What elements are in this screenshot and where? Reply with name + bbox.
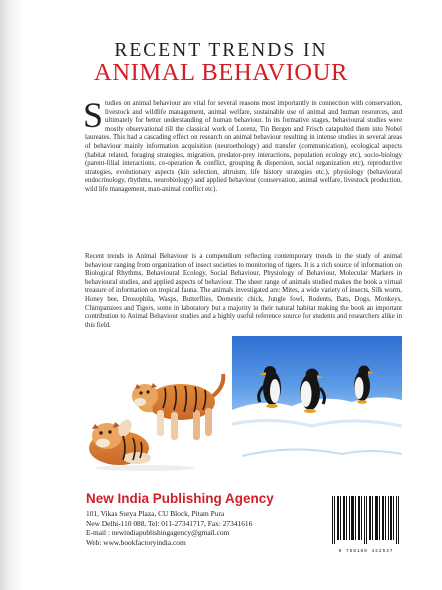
barcode-number: 9 788189 422547 (338, 549, 394, 554)
barcode (330, 494, 402, 546)
penguin-1 (259, 366, 281, 408)
barcode-bars (330, 494, 402, 546)
publisher-address-line-2: New Delhi-110 088, Tel: 011-27341717, Fax: 27341616 (86, 519, 253, 528)
blurb-paragraph-1 (83, 95, 402, 195)
title-line-1: RECENT TRENDS IN (114, 40, 328, 61)
drop-cap: S (83, 95, 104, 135)
publisher-name: New India Publishing Agency (86, 491, 274, 506)
penguins-on-ice-photo (232, 336, 402, 476)
publisher-web: Web: www.bookfactoryindia.com (86, 538, 186, 547)
title-line-2: ANIMAL BEHAVIOUR (94, 59, 348, 86)
blurb-paragraph-1-text: tudies on animal behaviour are vital for several reasons most importantly in connection with conservation, livestock and wildlife management, animal welfare, sustainable use of animal and human resources, and ultimately for better understanding of human behaviour. In its formative stages, behavioural studies were mostly observational till the classical work of Lorenz, Tin Bergen and Frisch catapulted them into Nobel laureates. This had a cascading effect on research on animal behaviour resulting in intense studies in several areas of behaviour mainly information acquisition (neuroethology) and transfer (communication), ecological aspects (habitat related, foraging strategies, migration, predator-prey interactions, population ecology etc), socio-biology (parent-filial interactions, co-operation & conflict, grouping & dispersion, social organization etc), reproductive strategies, evolutionary aspects (kin selection, altruism, life history strategies etc.), physiology (behavioural endocrinology, rhythms, neurobiology) and applied behaviour (conservation, animal welfare, livestock production, wild life management, man-animal conflict etc). (85, 100, 402, 193)
tiger-cubs-photo (85, 336, 231, 476)
tiger-cubs-illustration (85, 336, 231, 476)
blurb-paragraph-2: Recent trends in Animal Behaviour is a compendium reflecting contemporary trends in the study of animal behaviour ranging from organization of insect societies to monitoring of tigers. It is a rich source of information on Biological Rhythms, Behavioural Ecology, Social Behaviour, Physiology of Behaviour, Molecular Markers in behavioural studies, and applied aspects of behaviour. The sheer range of animals studied makes the book a virtual treasure of information on tropical fauna. The animals investigated are: Mites, a wide variety of insects, Silk worm, Honey bee, Drosophila, Wasps, Butterflies, Domestic chick, Jungle fowl, Rodents, Bats, Dogs, Monkeys, Chimpanzees and Tigers, some in laboratory but a majority in their natural habitat making the book an important contribution to Animal Behaviour studies and a highly useful reference source for students and researchers alike in this field. (85, 253, 402, 329)
penguins-illustration (232, 336, 402, 476)
publisher-email: E-mail : newindiapublishingagency@gmail.com (86, 528, 230, 537)
publisher-address-line-1: 101, Vikas Surya Plaza, CU Block, Pitam Pura (86, 509, 225, 518)
spine-shadow (0, 0, 22, 590)
